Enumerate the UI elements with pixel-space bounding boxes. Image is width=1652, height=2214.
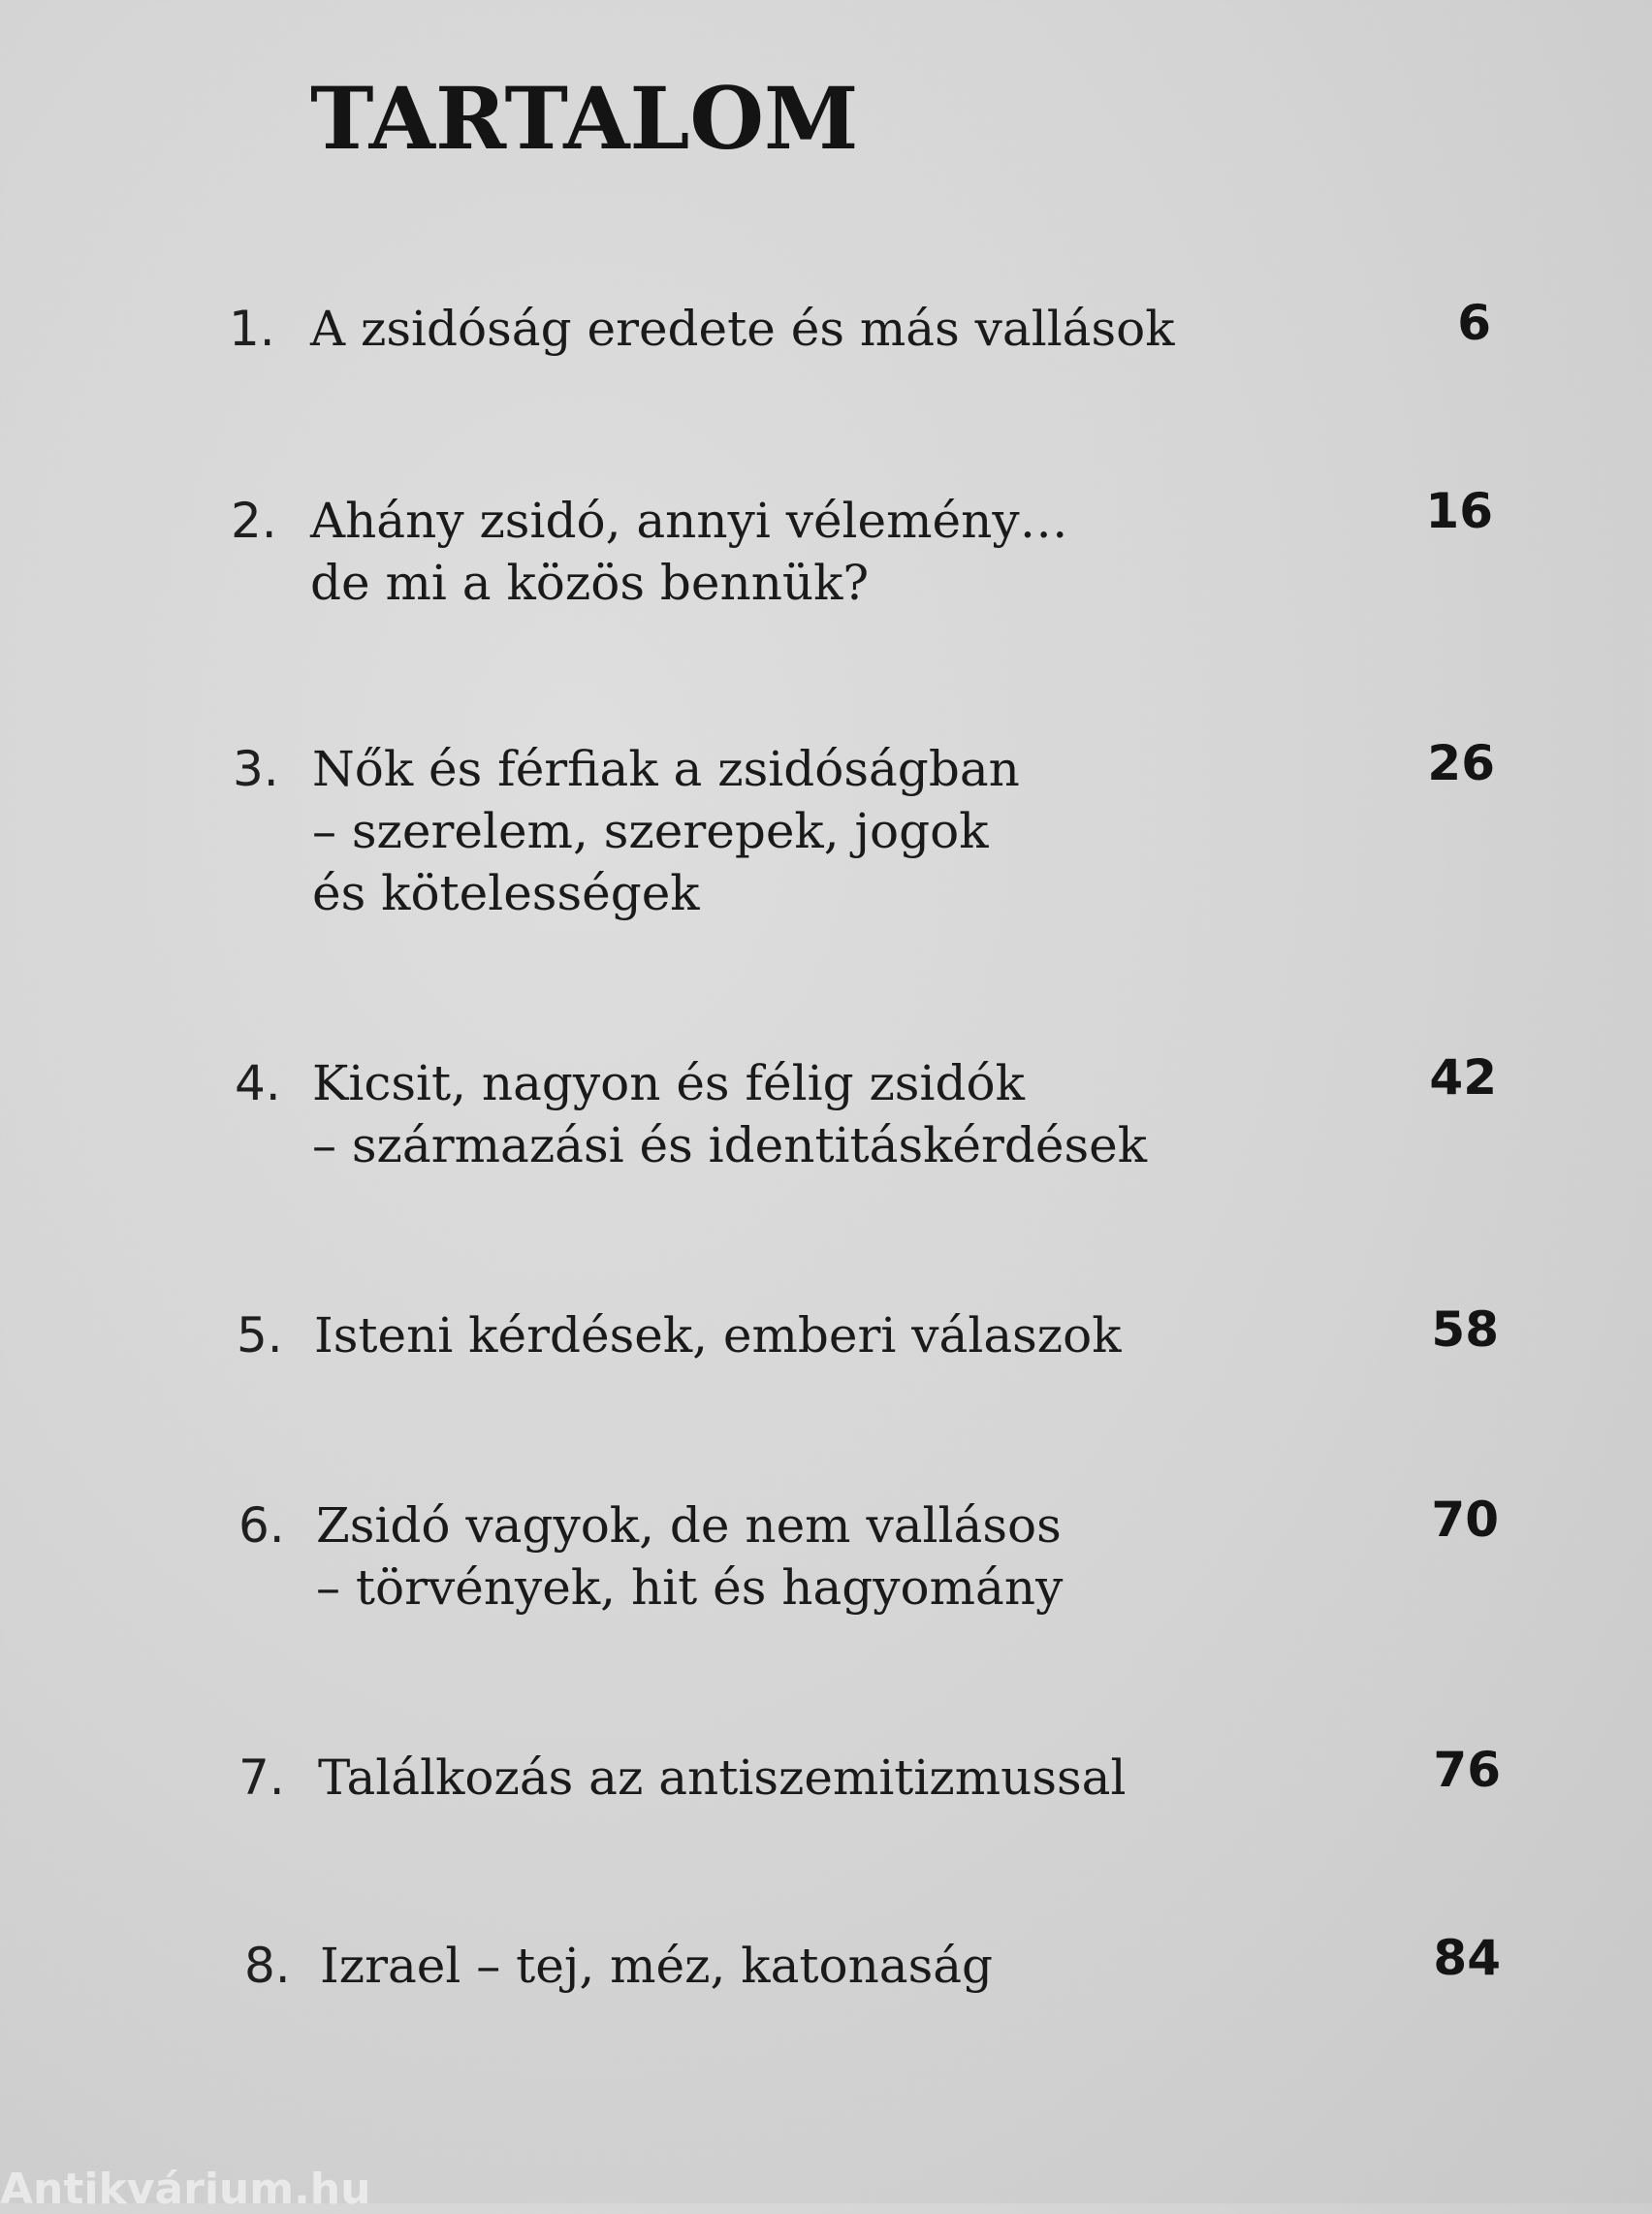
entry-title-line: – származási és identitáskérdések: [312, 1117, 1148, 1173]
watermark-text: Antikvárium.hu: [0, 2165, 371, 2214]
entry-title-line: Találkozás az antiszemitizmussal: [318, 1749, 1127, 1806]
entry-number: 3.: [233, 741, 279, 797]
page-title: TARTALOM: [310, 68, 859, 169]
entry-number: 2.: [231, 493, 277, 549]
entry-number: 1.: [229, 301, 275, 357]
entry-page-number: 16: [1425, 483, 1493, 539]
entry-title-line: Zsidó vagyok, de nem vallásos: [316, 1497, 1062, 1554]
entry-title-line: Nők és férfiak a zsidóságban: [312, 741, 1020, 797]
entry-title-line: – szerelem, szerepek, jogok: [312, 803, 989, 859]
entry-number: 4.: [235, 1055, 281, 1111]
entry-number: 6.: [238, 1497, 285, 1554]
entry-title-line: A zsidóság eredete és más vallások: [310, 301, 1175, 357]
entry-title-line: – törvények, hit és hagyomány: [316, 1559, 1064, 1616]
entry-page-number: 6: [1457, 295, 1491, 351]
entry-page-number: 42: [1429, 1049, 1497, 1106]
entry-page-number: 84: [1433, 1930, 1501, 1986]
entry-number: 8.: [244, 1938, 291, 1994]
entry-title-line: Isteni kérdések, emberi válaszok: [314, 1307, 1122, 1364]
entry-page-number: 26: [1427, 735, 1495, 791]
entry-title-line: Kicsit, nagyon és félig zsidók: [312, 1055, 1025, 1111]
entry-title-line: Ahány zsidó, annyi vélemény…: [310, 493, 1068, 549]
entry-page-number: 70: [1431, 1492, 1499, 1548]
entry-number: 5.: [237, 1307, 283, 1364]
entry-number: 7.: [238, 1749, 285, 1806]
entry-title-line: és kötelességek: [312, 865, 700, 921]
entry-page-number: 58: [1431, 1301, 1499, 1358]
entry-page-number: 76: [1433, 1742, 1501, 1798]
entry-title-line: Izrael – tej, méz, katonaság: [320, 1938, 994, 1994]
entry-title-line: de mi a közös bennük?: [310, 555, 870, 611]
